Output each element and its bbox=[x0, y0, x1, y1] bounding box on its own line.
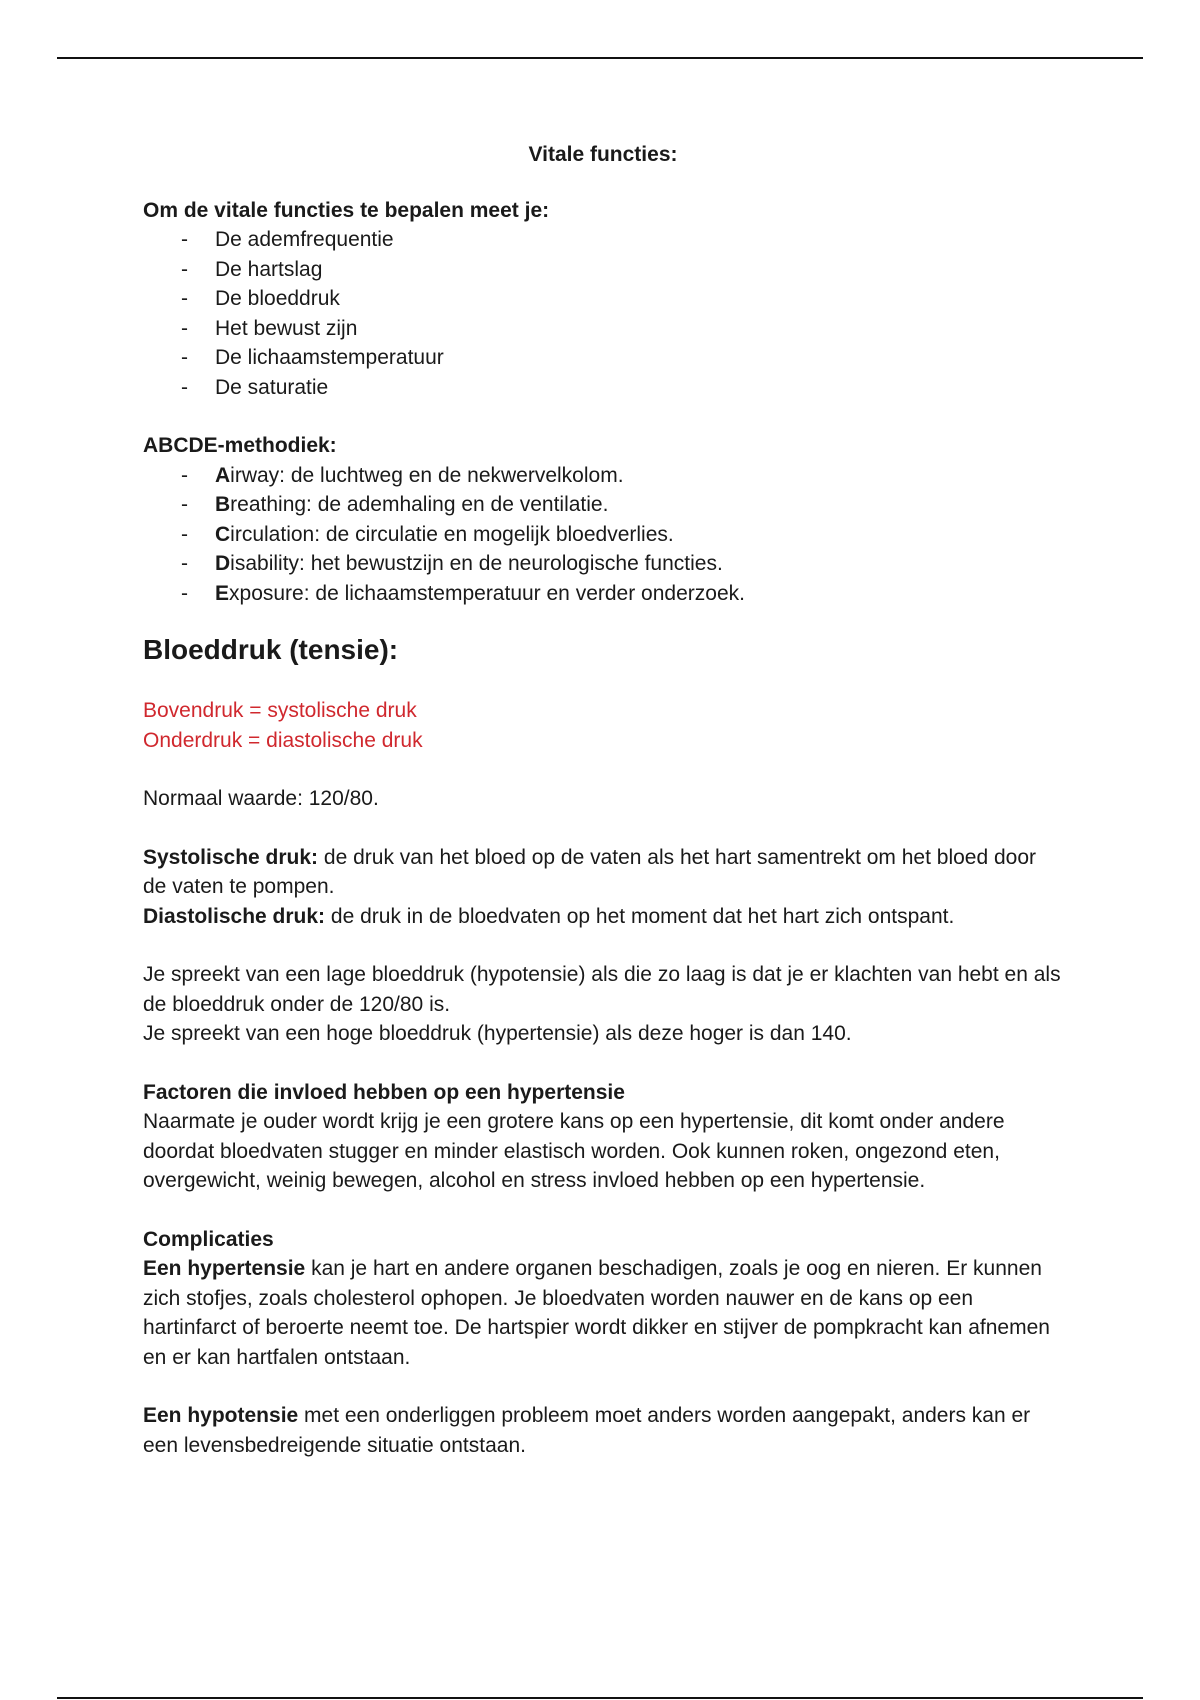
hypertensie-paragraph bbox=[143, 1254, 1063, 1372]
diastolisch-label: Diastolische druk: bbox=[143, 904, 326, 928]
diastolisch-paragraph bbox=[143, 902, 1063, 932]
document-page bbox=[143, 140, 1063, 1460]
abcde-letter: A bbox=[215, 463, 231, 487]
hypertensie-text: kan je hart en andere organen beschadigen, zoals je oog en nieren. Er kunnen zich stofjes, zoals cholesterol ophopen. Je bloedvaten worden nauwer en de kans op een hartinfarct of beroerte neemt toe. De hartspier wordt dikker en stijver de pompkracht kan afnemen en er kan hartfalen ontstaan. bbox=[143, 1257, 1050, 1369]
header-rule bbox=[57, 57, 1143, 59]
hypertensie-label: Een hypertensie bbox=[143, 1257, 306, 1280]
hypotensie-paragraph bbox=[143, 1401, 1063, 1460]
list-item bbox=[143, 490, 1063, 520]
abcde-letter: B bbox=[215, 493, 231, 516]
abcde-letter: E bbox=[215, 581, 230, 605]
list-item bbox=[143, 579, 1063, 609]
normaal-waarde: Normaal waarde: 120/80. bbox=[143, 787, 379, 810]
footer-rule bbox=[57, 1697, 1143, 1699]
abcde-list bbox=[143, 461, 1063, 609]
abcde-text: reathing: de ademhaling en de ventilatie. bbox=[230, 493, 609, 516]
abcde-text: irculation: de circulatie en mogelijk bloedverlies. bbox=[230, 522, 674, 546]
bloeddruk-heading: Bloeddruk (tensie): bbox=[143, 634, 399, 665]
abcde-heading: ABCDE-methodiek: bbox=[143, 434, 337, 457]
list-item: - De lichaamstemperatuur bbox=[143, 343, 1063, 373]
systolisch-label: Systolische druk: bbox=[143, 845, 319, 869]
page-title: Vitale functies: bbox=[528, 143, 678, 166]
abcde-text: isability: het bewustzijn en de neurologische functies. bbox=[230, 552, 723, 575]
measure-heading: Om de vitale functies te bepalen meet je: bbox=[143, 198, 550, 222]
list-item: - De hartslag bbox=[143, 255, 1063, 285]
abcde-text: xposure: de lichaamstemperatuur en verder onderzoek. bbox=[229, 581, 745, 605]
systolisch-text: de druk van het bloed op de vaten als het hart samentrekt om het bloed door de vaten te pompen. bbox=[143, 845, 1037, 898]
list-item: - De saturatie bbox=[143, 373, 1063, 403]
factoren-heading: Factoren die invloed hebben op een hypertensie bbox=[143, 1080, 625, 1104]
list-item bbox=[143, 461, 1063, 491]
measure-list bbox=[143, 225, 1063, 402]
lage-bloeddruk-text: Je spreekt van een lage bloeddruk (hypotensie) als die zo laag is dat je er klachten van hebt en als de bloeddruk onder de 120/80 is. bbox=[143, 963, 1061, 1016]
bovendruk-line: Bovendruk = systolische druk bbox=[143, 699, 417, 722]
abcde-text: irway: de luchtweg en de nekwervelkolom. bbox=[230, 463, 624, 487]
abcde-letter: D bbox=[215, 552, 231, 575]
list-item: - De ademfrequentie bbox=[143, 225, 1063, 255]
hypotensie-text: met een onderliggen probleem moet anders worden aangepakt, anders kan er een levensbedreigende situatie ontstaan. bbox=[143, 1404, 1031, 1457]
abcde-letter: C bbox=[215, 522, 231, 546]
complicaties-heading: Complicaties bbox=[143, 1227, 274, 1251]
factoren-text: Naarmate je ouder wordt krijg je een grotere kans op een hypertensie, dit komt onder andere doordat bloedvaten stugger en minder elastisch worden. Ook kunnen roken, ongezond eten, overgewicht, weinig bewegen, alcohol en stress invloed hebben op een hypertensie. bbox=[143, 1110, 1005, 1192]
hypotensie-label: Een hypotensie bbox=[143, 1404, 299, 1427]
hoge-bloeddruk-text: Je spreekt van een hoge bloeddruk (hypertensie) als deze hoger is dan 140. bbox=[143, 1022, 852, 1045]
systolisch-paragraph bbox=[143, 843, 1063, 902]
list-item bbox=[143, 520, 1063, 550]
list-item: - De bloeddruk bbox=[143, 284, 1063, 314]
list-item: - Het bewust zijn bbox=[143, 314, 1063, 344]
onderdruk-line: Onderdruk = diastolische druk bbox=[143, 728, 423, 752]
list-item bbox=[143, 549, 1063, 579]
diastolisch-text: de druk in de bloedvaten op het moment dat het hart zich ontspant. bbox=[325, 904, 955, 928]
